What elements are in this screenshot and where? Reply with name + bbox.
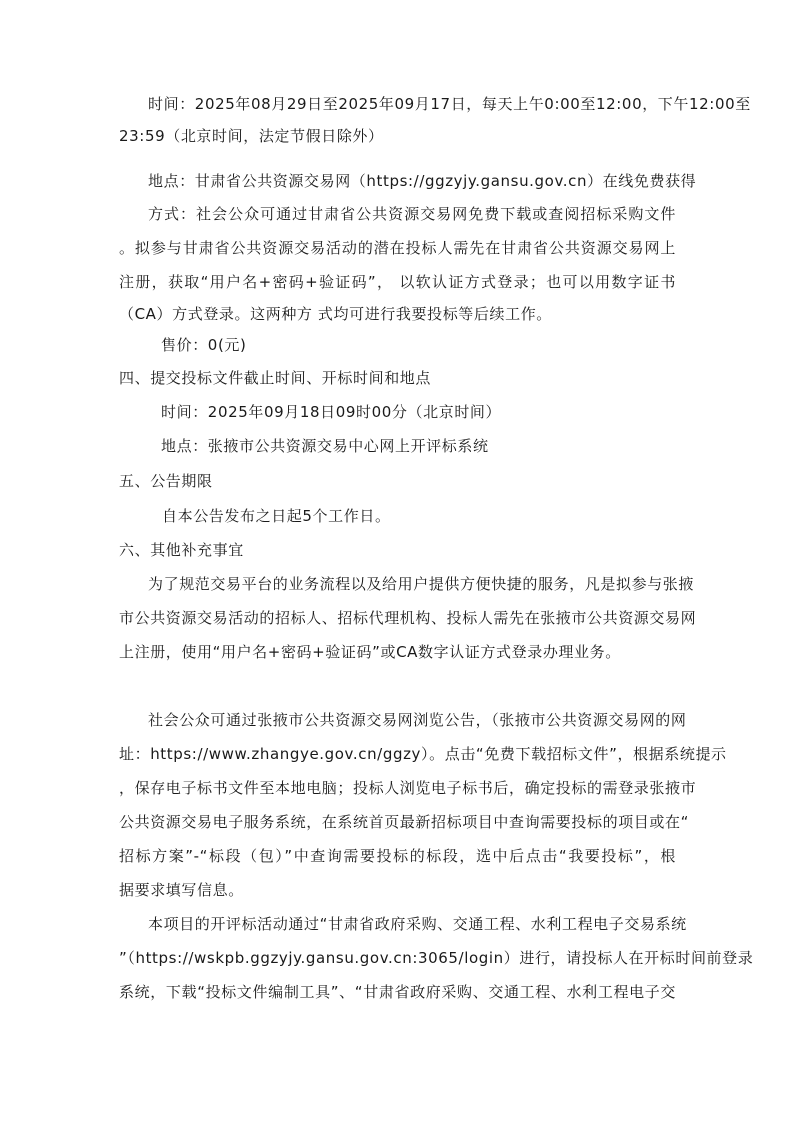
- section-4-location: 地点：张掖市公共资源交易中心网上开评标系统: [161, 437, 489, 455]
- section-4-heading: 四、提交投标文件截止时间、开标时间和地点: [119, 369, 432, 387]
- section-6-para-2-line-1: 社会公众可通过张掖市公共资源交易网浏览公告，（张掖市公共资源交易网的网: [148, 711, 687, 729]
- section-5-heading: 五、公告期限: [119, 472, 213, 490]
- section-6-para-2-line-6: 据要求填写信息。: [119, 881, 244, 899]
- section-6-para-2-line-4: 公共资源交易电子服务系统，在系统首页最新招标项目中查询需要投标的项目或在“: [119, 813, 689, 831]
- price: 售价：0(元): [161, 336, 247, 354]
- section-6-para-3-line-2: ”（https://wskpb.ggzyjy.gansu.gov.cn:3065/login）进行，请投标人在开标时间前登录: [119, 949, 754, 967]
- method-line-3: 注册，获取“用户名+密码+验证码”， 以软认证方式登录；也可以用数字证书: [119, 273, 676, 291]
- section-6-para-1-line-3: 上注册，使用“用户名+密码+验证码”或CA数字认证方式登录办理业务。: [119, 643, 621, 661]
- section-5-text: 自本公告发布之日起5个工作日。: [162, 507, 391, 525]
- method-line-1: 方式：社会公众可通过甘肃省公共资源交易网免费下载或查阅招标采购文件: [148, 205, 676, 223]
- section-6-para-3-line-3: 系统，下载“投标文件编制工具”、“甘肃省政府采购、交通工程、水利工程电子交: [119, 983, 676, 1001]
- section-6-para-2-line-2: 址：https://www.zhangye.gov.cn/ggzy）。点击“免费下载招标文件”，根据系统提示: [119, 745, 727, 763]
- sale-time-line-2: 23:59（北京时间，法定节假日除外）: [119, 127, 384, 145]
- method-line-4: （CA）方式登录。这两种方 式均可进行我要投标等后续工作。: [119, 305, 552, 323]
- sale-location: 地点：甘肃省公共资源交易网（https://ggzyjy.gansu.gov.cn）在线免费获得: [148, 172, 697, 190]
- method-line-2: 。拟参与甘肃省公共资源交易活动的潜在投标人需先在甘肃省公共资源交易网上: [119, 239, 676, 257]
- section-6-para-3-line-1: 本项目的开评标活动通过“甘肃省政府采购、交通工程、水利工程电子交易系统: [148, 915, 687, 933]
- section-6-para-1-line-1: 为了规范交易平台的业务流程以及给用户提供方便快捷的服务，凡是拟参与张掖: [148, 575, 695, 593]
- section-6-para-2-line-3: ，保存电子标书文件至本地电脑；投标人浏览电子标书后，确定投标的需登录张掖市: [119, 779, 697, 797]
- section-6-heading: 六、其他补充事宜: [119, 541, 244, 559]
- section-6-para-2-line-5: 招标方案”-“标段（包）”中查询需要投标的标段，选中后点击“我要投标”，根: [119, 847, 676, 865]
- sale-time-line-1: 时间：2025年08月29日至2025年09月17日，每天上午0:00至12:00，下午12:00至: [148, 95, 751, 113]
- section-4-time: 时间：2025年09月18日09时00分（北京时间）: [161, 403, 502, 421]
- section-6-para-1-line-2: 市公共资源交易活动的招标人、招标代理机构、投标人需先在张掖市公共资源交易网: [119, 609, 697, 627]
